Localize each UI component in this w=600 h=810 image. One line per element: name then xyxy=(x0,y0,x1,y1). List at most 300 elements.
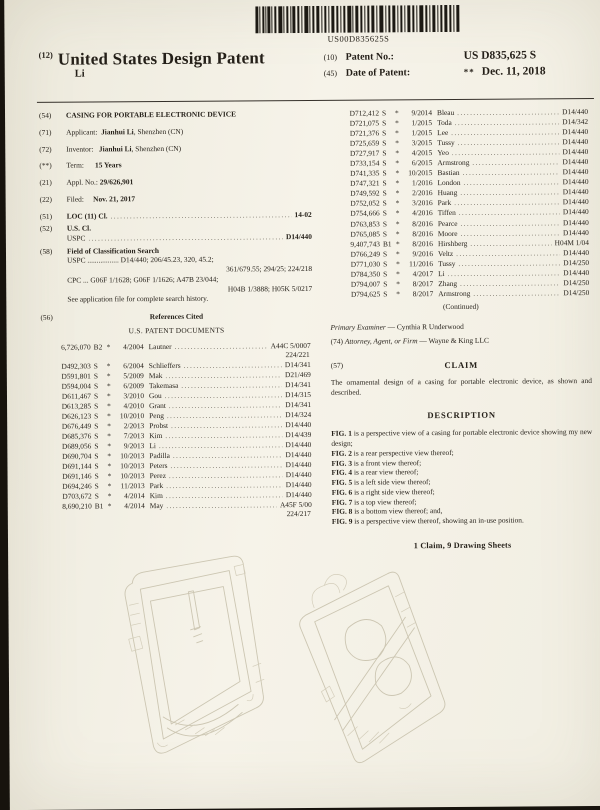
citation-kind: S xyxy=(382,148,387,158)
citation-date: 6/2015 xyxy=(411,158,433,168)
figure-label: FIG. 2 xyxy=(331,448,352,458)
citation-inventor: Hirshberg xyxy=(437,238,468,248)
dot-leader xyxy=(461,228,560,239)
patent-date-code: (45) xyxy=(323,68,338,78)
citation-kind: S xyxy=(382,168,387,178)
citation-class: D14/250 xyxy=(563,257,590,267)
citation-date: 9/2013 xyxy=(123,441,145,451)
citation-number: D741,335 xyxy=(350,168,380,178)
citation-inventor: Schlieffers xyxy=(148,360,181,370)
figure-label: FIG. 6 xyxy=(331,487,353,497)
dot-leader xyxy=(458,258,560,269)
field-code: (72) xyxy=(39,144,52,154)
citation-class: D14/341 xyxy=(285,379,311,389)
citation-star: * xyxy=(395,208,400,218)
figure-descriptions xyxy=(331,427,593,526)
citation-star: * xyxy=(396,289,401,299)
citation-number: D733,154 xyxy=(349,158,380,168)
claims-sheets-summary: 1 Claim, 9 Drawing Sheets xyxy=(413,540,512,551)
citation-date: 4/2004 xyxy=(123,341,144,351)
citation-kind: S xyxy=(94,431,99,441)
claim-heading-row xyxy=(331,359,592,372)
patent-citation-row xyxy=(338,288,589,300)
field-classification-search xyxy=(40,244,312,304)
search-cpc-line1: CPC ... G06F 1/1628; G06F 1/1626; A47B 23/044; xyxy=(67,274,219,285)
citation-number: D691,146 xyxy=(62,471,92,481)
search-wrap xyxy=(67,244,312,304)
citation-class: D14/440 xyxy=(562,207,589,217)
figure-text: is a rear view thereof; xyxy=(353,467,419,478)
field-inventor xyxy=(39,142,311,154)
document-type-title: United States Design Patent xyxy=(57,48,265,69)
citation-kind: S xyxy=(383,279,388,289)
citation-inventor: Takemasa xyxy=(148,380,179,390)
citation-class: D14/250 xyxy=(563,287,590,298)
citation-date: 10/2010 xyxy=(119,410,145,421)
dot-leader xyxy=(111,210,292,222)
citation-inventor: Moore xyxy=(437,228,458,238)
citation-class: D14/250 xyxy=(563,277,590,288)
citation-number: 8,690,210 xyxy=(62,501,92,511)
citation-class: A44C 5/0007 xyxy=(270,340,311,350)
citation-class: D14/440 xyxy=(562,197,589,207)
citation-inventor: Li xyxy=(149,440,156,451)
us-class-wrap xyxy=(67,222,312,244)
field-code: (51) xyxy=(39,211,53,221)
appl-no-label: Appl. No.: xyxy=(66,177,98,187)
citation-class-wrap: 224/221 xyxy=(285,349,310,359)
references-cited-heading xyxy=(40,311,312,323)
field-code: (**) xyxy=(39,161,52,171)
citation-kind: S xyxy=(382,128,387,138)
scanned-patent-page xyxy=(4,0,600,810)
dot-leader xyxy=(166,500,277,511)
citation-star: * xyxy=(395,168,400,178)
search-label: Field of Classification Search xyxy=(66,245,160,256)
citation-date: 2/2013 xyxy=(123,420,145,431)
citation-kind: S xyxy=(383,269,388,279)
field-code: (52) xyxy=(39,223,53,234)
citation-inventor: London xyxy=(437,178,461,188)
citation-class: A45F 5/00 xyxy=(279,500,312,510)
citation-star: * xyxy=(396,259,400,269)
citation-number: D727,917 xyxy=(349,148,380,158)
inventor-label: Inventor: xyxy=(66,144,94,154)
patent-list-left xyxy=(41,341,314,521)
citation-date: 11/2013 xyxy=(120,481,145,491)
citation-date: 1/2015 xyxy=(411,118,433,128)
citation-class: D14/440 xyxy=(562,177,589,187)
citation-inventor: Park xyxy=(149,481,164,491)
figure-label: FIG. 7 xyxy=(331,497,353,507)
field-loc-class xyxy=(40,210,312,222)
field-us-class xyxy=(40,222,312,244)
citation-kind: S xyxy=(94,491,99,501)
figure-description-line xyxy=(331,427,592,448)
left-column xyxy=(39,109,314,555)
dot-leader xyxy=(460,218,559,229)
citation-inventor: Peng xyxy=(149,410,164,420)
citation-date: 4/2014 xyxy=(124,501,145,511)
citation-kind: S xyxy=(94,471,99,481)
citation-date: 4/2015 xyxy=(411,148,433,158)
dot-leader xyxy=(181,380,282,391)
citation-class: D14/440 xyxy=(562,107,589,117)
us-patent-documents-heading: U.S. PATENT DOCUMENTS xyxy=(128,325,225,336)
figure-label: FIG. 8 xyxy=(331,507,353,517)
citation-star: * xyxy=(395,128,399,138)
citation-number: 6,726,070 xyxy=(61,342,91,352)
citation-date: 2/2016 xyxy=(412,188,433,198)
citation-class: D14/439 xyxy=(285,429,312,440)
field-code: (71) xyxy=(39,127,52,137)
applicant-value xyxy=(66,126,311,137)
patent-number-row xyxy=(324,49,592,63)
citation-class: D14/315 xyxy=(285,389,312,399)
citation-number: D752,052 xyxy=(350,198,380,209)
patent-number-value: US D835,625 S xyxy=(463,49,537,62)
citation-number: D492,303 xyxy=(61,361,91,371)
field-term xyxy=(39,159,311,171)
barcode-bars xyxy=(255,5,461,33)
citation-inventor: Veltz xyxy=(437,248,454,258)
citation-number: D712,412 xyxy=(349,108,380,118)
citation-inventor: Park xyxy=(437,198,452,208)
dot-leader xyxy=(175,341,268,352)
citation-class: H04M 1/04 xyxy=(554,237,589,247)
citation-number: D754,666 xyxy=(350,208,380,219)
citation-star: * xyxy=(106,360,111,370)
invention-title: CASING FOR PORTABLE ELECTRONIC DEVICE xyxy=(66,109,237,120)
citation-date: 10/2013 xyxy=(120,471,145,481)
citation-class: D14/440 xyxy=(562,217,589,227)
citation-date: 8/2017 xyxy=(412,278,434,289)
field-title xyxy=(39,109,311,121)
citation-date: 6/2004 xyxy=(123,360,144,370)
citation-kind: B1 xyxy=(94,501,104,511)
citation-number: D694,246 xyxy=(62,481,92,491)
citation-star: * xyxy=(395,138,399,148)
citation-inventor: Yeo xyxy=(437,148,449,158)
citation-kind: S xyxy=(93,381,99,391)
header-left xyxy=(39,48,265,85)
citation-kind: S xyxy=(94,421,99,431)
citation-number: D794,625 xyxy=(350,289,381,299)
citation-number: 9,407,743 xyxy=(350,239,380,249)
citation-kind: S xyxy=(93,391,99,401)
citation-kind: S xyxy=(94,411,99,421)
citation-number: D784,350 xyxy=(350,269,381,279)
citation-class: D14/440 xyxy=(562,127,589,137)
citation-inventor: Gou xyxy=(148,390,162,400)
citation-kind: S xyxy=(94,481,99,491)
citation-kind: S xyxy=(382,188,387,198)
figure-text: is a left side view thereof; xyxy=(353,477,431,487)
citation-class: D14/341 xyxy=(284,359,311,369)
search-cpc-line2: H04B 1/3888; H05K 5/0217 xyxy=(227,283,313,294)
figure-text: is a bottom view thereof; and, xyxy=(354,506,443,517)
citation-kind: S xyxy=(382,218,387,228)
citation-kind: S xyxy=(382,208,387,218)
field-code: (21) xyxy=(39,177,52,187)
citation-date: 10/2015 xyxy=(408,168,433,178)
citation-kind: S xyxy=(383,259,388,269)
citation-number: D689,056 xyxy=(61,441,92,451)
citation-date: 10/2013 xyxy=(120,451,145,461)
citation-kind: B1 xyxy=(382,239,392,249)
examiner-label: Primary Examiner xyxy=(330,322,386,332)
patent-list-right xyxy=(329,107,591,300)
search-uspc-line1: USPC ................. D14/440; 206/45.23, 320, 45.2; xyxy=(67,254,214,265)
attorney-name: Wayne & King LLC xyxy=(428,336,489,346)
citation-date: 1/2015 xyxy=(411,128,433,138)
field-code: (58) xyxy=(39,246,53,256)
patent-number-code: (10) xyxy=(323,52,337,62)
citation-star: * xyxy=(395,249,400,259)
references-cited-title: References Cited xyxy=(149,311,204,322)
kind-code: (12) xyxy=(38,49,53,60)
citation-inventor: Tussy xyxy=(438,258,456,268)
figure-text: is a front view thereof; xyxy=(353,457,422,468)
citation-inventor: Li xyxy=(438,268,445,278)
citation-class-wrap: 224/217 xyxy=(286,509,311,519)
citation-inventor: Peters xyxy=(149,461,168,471)
citation-star: * xyxy=(107,431,112,441)
citation-inventor: Probst xyxy=(149,420,169,430)
citation-kind: S xyxy=(93,361,98,371)
field-code: (56) xyxy=(40,312,53,322)
right-column xyxy=(329,107,593,553)
term-value-wrap xyxy=(66,159,311,170)
citation-number: D749,592 xyxy=(350,188,380,199)
citation-kind: B2 xyxy=(93,342,103,352)
citation-date: 3/2015 xyxy=(411,138,433,148)
patent-date-row xyxy=(324,65,592,79)
dot-leader xyxy=(473,288,560,299)
figure-label: FIG. 1 xyxy=(331,429,352,439)
citation-star: * xyxy=(395,218,400,228)
citation-number: D721,376 xyxy=(349,128,380,138)
figure-text: is a rear perspective view thereof; xyxy=(353,447,454,458)
citation-kind: S xyxy=(94,401,99,411)
citation-number: D766,249 xyxy=(350,249,381,259)
two-column-body xyxy=(39,107,593,555)
figure-description-line xyxy=(332,515,593,527)
citation-class: D14/440 xyxy=(285,419,312,429)
attorney-label: Attorney, Agent, or Firm xyxy=(344,336,418,347)
citation-star: * xyxy=(395,158,400,168)
dot-leader xyxy=(456,248,560,259)
citation-class: D14/440 xyxy=(285,460,312,470)
citation-kind: S xyxy=(382,158,387,168)
citation-star: * xyxy=(107,441,112,451)
citation-number: D747,321 xyxy=(350,178,380,189)
claim-heading: CLAIM xyxy=(444,359,479,371)
citation-star: * xyxy=(107,451,112,461)
citation-inventor: Armstrong xyxy=(438,288,471,298)
citation-star: * xyxy=(107,501,112,511)
field-code: (54) xyxy=(39,110,52,120)
appl-no-value: 29/626,901 xyxy=(99,177,134,187)
citation-star: * xyxy=(395,238,400,248)
dot-leader xyxy=(88,232,283,244)
citation-star: * xyxy=(395,188,400,198)
page-header xyxy=(39,46,592,85)
dot-leader xyxy=(459,208,560,219)
citation-star: * xyxy=(106,391,111,401)
citation-inventor: Zhang xyxy=(438,278,458,288)
description-heading: DESCRIPTION xyxy=(427,409,496,421)
dot-leader xyxy=(460,278,560,289)
figure-label: FIG. 3 xyxy=(331,458,353,468)
citation-class: D14/440 xyxy=(562,227,589,237)
loc-class-line xyxy=(67,210,312,222)
citation-number: D794,007 xyxy=(350,279,381,289)
appl-no-wrap xyxy=(66,176,311,187)
citation-kind: S xyxy=(93,371,99,381)
citation-class: D14/440 xyxy=(563,247,590,257)
citation-number: D771,030 xyxy=(350,259,381,269)
barcode-text: US00D835625S xyxy=(327,33,390,44)
citation-number: D763,853 xyxy=(350,219,380,229)
citation-date: 9/2016 xyxy=(412,248,434,258)
citation-star: * xyxy=(106,342,111,352)
citation-kind: S xyxy=(94,461,99,471)
examiner-name: Cynthia R Underwood xyxy=(396,321,464,332)
citation-star: * xyxy=(107,491,112,501)
citation-class: D14/342 xyxy=(562,117,589,127)
dot-leader xyxy=(460,188,559,199)
citation-number: D703,672 xyxy=(62,491,92,501)
citation-kind: S xyxy=(382,229,388,239)
inventor-name: Jianhui Li xyxy=(98,143,132,153)
uspc-label: USPC xyxy=(66,233,86,243)
citation-kind: S xyxy=(382,198,387,208)
citation-date: 3/2010 xyxy=(123,390,145,400)
figure-text: is a top view thereof; xyxy=(354,496,417,507)
citation-inventor: Lautner xyxy=(148,341,172,351)
citation-number: D591,801 xyxy=(61,371,91,381)
citation-kind: S xyxy=(382,118,387,128)
citation-kind: S xyxy=(382,249,388,259)
citation-date: 5/2009 xyxy=(123,370,144,380)
citation-inventor: Kim xyxy=(149,491,163,501)
applicant-location: , Shenzhen (CN) xyxy=(133,126,184,136)
citation-star: * xyxy=(107,421,111,431)
citation-date: 4/2016 xyxy=(412,208,433,218)
term-label: Term: xyxy=(66,160,84,170)
citation-class: D14/440 xyxy=(285,470,312,480)
citation-inventor: Padilla xyxy=(149,450,170,461)
citation-number: D725,659 xyxy=(349,138,380,148)
claim-text: The ornamental design of a casing for portable electronic device, as shown and described. xyxy=(330,376,592,398)
citation-date: 10/2013 xyxy=(120,461,145,471)
citation-kind: S xyxy=(382,178,387,188)
inventor-surname: Li xyxy=(74,68,85,80)
citation-inventor: Huang xyxy=(437,188,458,198)
citation-class: D14/440 xyxy=(563,267,590,277)
header-divider xyxy=(37,98,594,103)
search-uspc-line2: 361/679.55; 294/25; 224/218 xyxy=(226,264,313,274)
citation-class: D14/440 xyxy=(562,167,589,177)
barcode xyxy=(255,5,461,33)
citation-star: * xyxy=(107,411,111,421)
patent-date: Dec. 11, 2018 xyxy=(481,65,546,78)
citation-kind: S xyxy=(94,441,99,451)
dot-leader xyxy=(463,168,560,179)
citation-inventor: Tiffen xyxy=(437,208,456,218)
citation-number: D626,123 xyxy=(61,411,92,421)
us-class-label: U.S. Cl. xyxy=(66,223,92,233)
figure-label: FIG. 4 xyxy=(331,468,353,478)
filed-value: Nov. 21, 2017 xyxy=(93,194,136,204)
citation-class: D14/440 xyxy=(562,137,589,147)
claim-code: (57) xyxy=(330,360,344,370)
citation-class: D14/440 xyxy=(285,480,312,490)
citation-date: 8/2017 xyxy=(412,288,434,299)
citation-inventor: Lee xyxy=(437,128,449,138)
citation-number: D765,085 xyxy=(350,229,380,239)
field-filed xyxy=(40,193,312,205)
citation-inventor: Pearce xyxy=(437,218,458,228)
citation-date: 8/2016 xyxy=(412,218,433,228)
citation-inventor: Kim xyxy=(149,430,163,440)
citation-number: D690,704 xyxy=(62,451,92,461)
citation-date: 7/2013 xyxy=(123,431,145,441)
citation-inventor: Mak xyxy=(148,370,163,380)
citation-star: * xyxy=(107,401,111,411)
citation-star: * xyxy=(395,118,399,128)
citation-class: D14/324 xyxy=(285,409,312,419)
dot-leader xyxy=(472,157,559,168)
filed-wrap xyxy=(67,193,312,204)
citation-star: * xyxy=(395,198,400,208)
filed-label: Filed: xyxy=(66,194,84,204)
citation-date: 9/2014 xyxy=(411,108,433,118)
patent-date-value xyxy=(464,65,592,78)
citation-number: D613,285 xyxy=(61,401,92,411)
attorney-code: (74) xyxy=(330,337,343,347)
citation-date: 4/2014 xyxy=(124,491,145,501)
citation-number: D691,144 xyxy=(62,461,92,471)
citation-inventor: Bastian xyxy=(437,168,460,178)
citation-date: 4/2017 xyxy=(412,268,434,279)
citation-class: D14/440 xyxy=(562,147,589,157)
loc-label: LOC (11) Cl. xyxy=(66,210,108,221)
uspc-value: D14/440 xyxy=(285,231,312,242)
applicant-label: Applicant: xyxy=(66,127,98,137)
patent-citation-row xyxy=(50,500,312,512)
citation-inventor: Tussy xyxy=(437,138,455,148)
casing-in-use-perspective-drawing xyxy=(294,561,457,774)
citation-class: D14/440 xyxy=(285,490,312,500)
citation-inventor: Grant xyxy=(149,400,166,410)
citation-star: * xyxy=(106,381,111,391)
field-code: (22) xyxy=(39,194,52,204)
citation-kind: S xyxy=(382,138,387,148)
citation-date: 8/2016 xyxy=(412,238,433,248)
figure-text: is a perspective view of a casing for portable electronic device showing my new design; xyxy=(331,427,593,448)
citation-star: * xyxy=(107,481,112,491)
citation-star: * xyxy=(107,471,112,481)
term-value: 15 Years xyxy=(94,160,122,170)
patent-date-label: Date of Patent: xyxy=(345,67,411,79)
continued-note: (Continued) xyxy=(442,301,479,311)
citation-number: D676,449 xyxy=(61,421,92,431)
citation-star: * xyxy=(106,370,111,381)
citation-date: 3/2016 xyxy=(412,198,433,208)
citation-inventor: Bleau xyxy=(436,107,455,118)
